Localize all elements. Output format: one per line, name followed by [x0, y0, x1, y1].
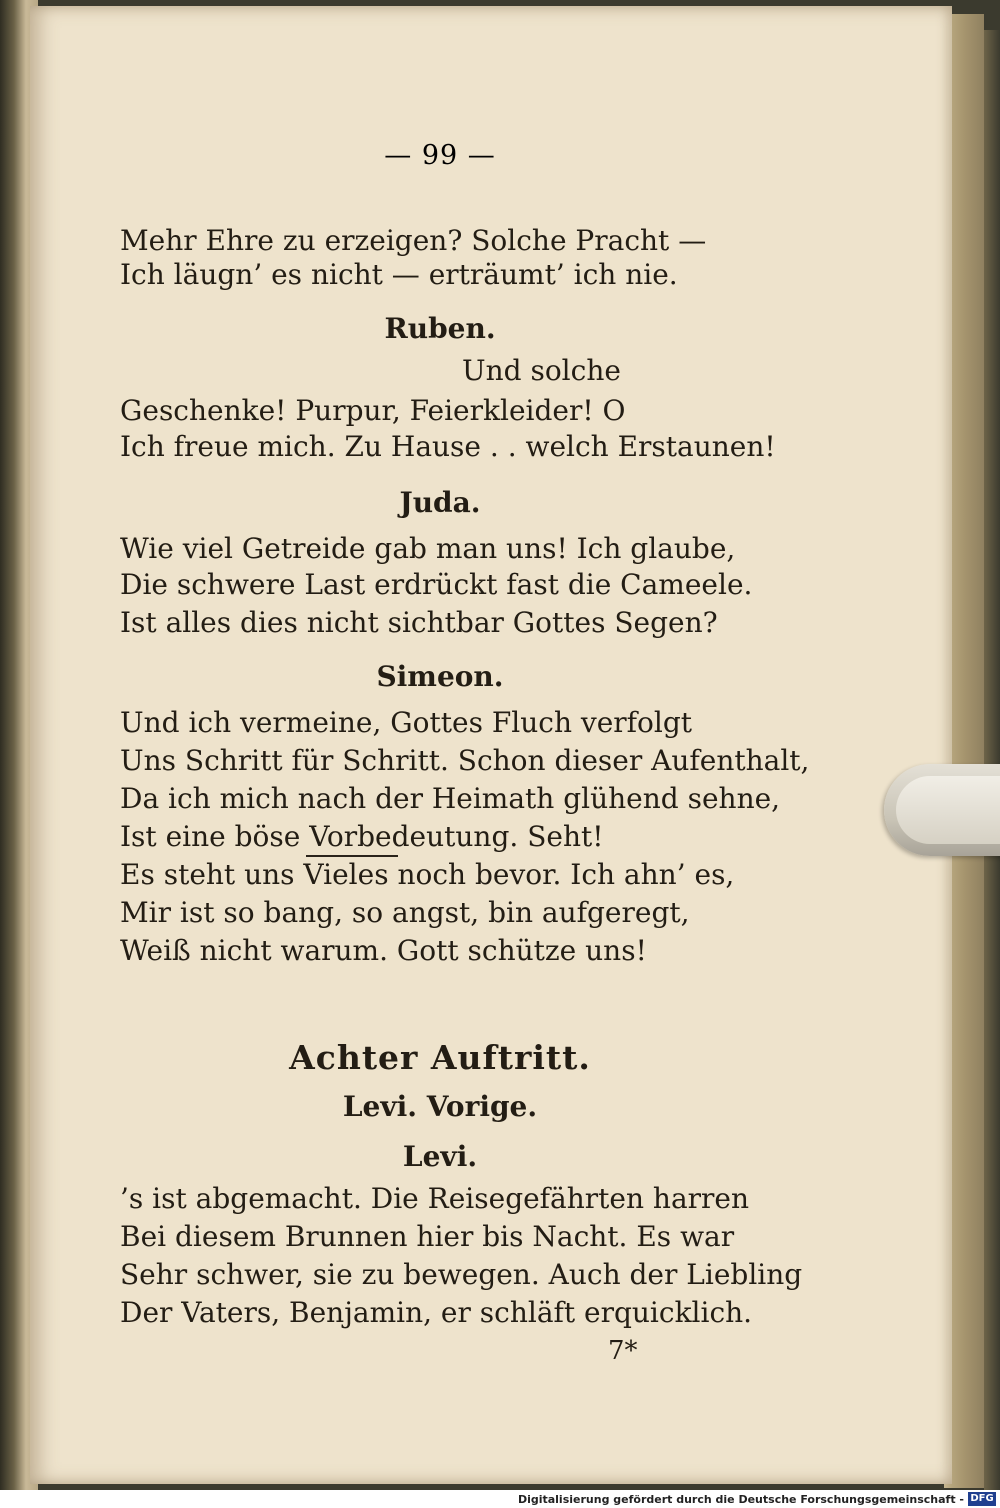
page-clip-highlight	[896, 776, 1000, 844]
speaker-name: Ruben.	[384, 312, 496, 345]
speaker-name: Simeon.	[376, 660, 504, 693]
text-line: Ich freue mich. Zu Hause . . welch Erstaunen!	[120, 430, 776, 463]
text-line: Weiß nicht warum. Gott schütze uns!	[120, 934, 647, 967]
text-line: ’s ist abgemacht. Die Reisegefährten harren	[120, 1182, 750, 1215]
text-line: Die schwere Last erdrückt fast die Cameele.	[120, 568, 753, 601]
signature-mark: 7*	[608, 1336, 638, 1366]
text-line: Ich läugn’ es nicht — erträumt’ ich nie.	[120, 258, 678, 291]
funding-credit: Digitalisierung gefördert durch die Deutsche Forschungsgemeinschaft -	[517, 1493, 964, 1506]
text-line: Und solche	[462, 354, 621, 387]
page-number: — 99 —	[384, 140, 496, 171]
text-line: Ist eine böse Vorbedeutung. Seht!	[120, 820, 604, 853]
text-line: Da ich mich nach der Heimath glühend sehne,	[120, 782, 781, 815]
text-line: Es steht uns Vieles noch bevor. Ich ahn’ es,	[120, 858, 735, 891]
text-line: Und ich vermeine, Gottes Fluch verfolgt	[120, 706, 693, 739]
scene-title: Achter Auftritt.	[289, 1038, 591, 1077]
text-line: Sehr schwer, sie zu bewegen. Auch der Liebling	[120, 1258, 803, 1291]
text-line: Mehr Ehre zu erzeigen? Solche Pracht —	[120, 224, 707, 257]
text-line: Bei diesem Brunnen hier bis Nacht. Es war	[120, 1220, 735, 1253]
book-cover-edge	[984, 30, 1000, 1490]
text-line: Uns Schritt für Schritt. Schon dieser Aufenthalt,	[120, 744, 810, 777]
cast-list: Levi. Vorige.	[342, 1090, 538, 1123]
text-line: Wie viel Getreide gab man uns! Ich glaube,	[120, 532, 736, 565]
text-line: Der Vaters, Benjamin, er schläft erquicklich.	[120, 1296, 753, 1329]
speaker-name: Juda.	[399, 486, 481, 519]
text-line: Geschenke! Purpur, Feierkleider! O	[120, 394, 626, 427]
dfg-logo: DFG	[968, 1492, 996, 1506]
text-line: Ist alles dies nicht sichtbar Gottes Segen?	[120, 606, 718, 639]
speaker-name: Levi.	[402, 1140, 478, 1173]
text-line: Mir ist so bang, so angst, bin aufgeregt,	[120, 896, 690, 929]
section-divider	[306, 855, 398, 857]
